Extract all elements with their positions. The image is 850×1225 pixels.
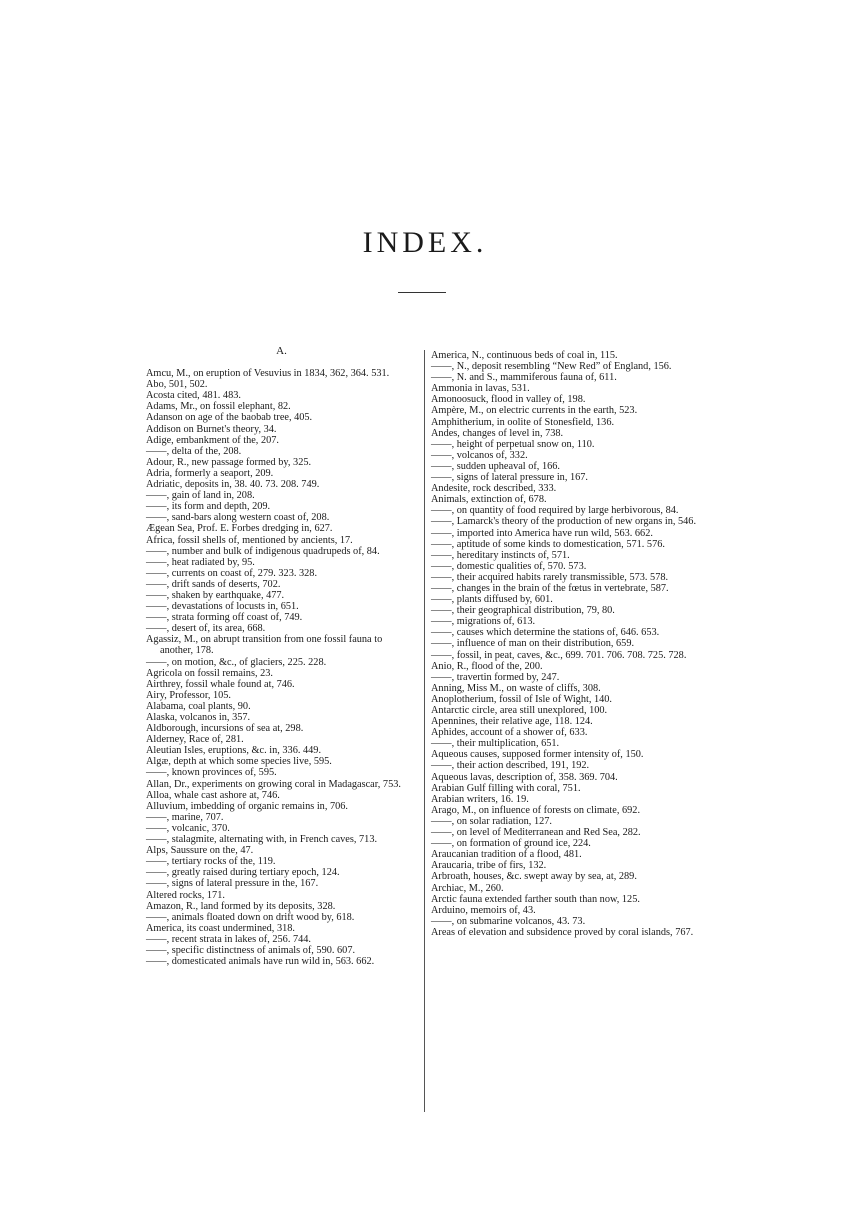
index-entry: ——, marine, 707. (146, 811, 224, 823)
index-entry: Anning, Miss M., on waste of cliffs, 308. (431, 682, 601, 694)
index-entry: ——, N., deposit resembling “New Red” of England, 156. (431, 361, 672, 373)
index-entry: Alaska, volcanos in, 357. (146, 712, 251, 723)
index-entry: Arago, M., on influence of forests on climate, 692. (431, 804, 641, 816)
index-entry: Antarctic circle, area still unexplored, 100. (431, 705, 608, 716)
index-entry: ——, strata forming off coast of, 749. (146, 612, 303, 624)
index-entry: ——, drift sands of deserts, 702. (146, 578, 281, 590)
index-entry: Agassiz, M., on abrupt transition from one fossil fauna to another, 178. (146, 634, 383, 657)
index-entry: Alloa, whale cast ashore at, 746. (146, 789, 280, 801)
index-entries-right (431, 350, 702, 938)
index-entry: ——, on solar radiation, 127. (431, 815, 552, 827)
index-entry: ——, hereditary instincts of, 571. (431, 549, 570, 561)
index-entry: Arduino, memoirs of, 43. (431, 904, 536, 916)
index-entry: ——, plants diffused by, 601. (431, 594, 553, 606)
index-entry: ——, travertin formed by, 247. (431, 671, 560, 683)
index-entry: ——, N. and S., mammiferous fauna of, 611. (431, 372, 617, 384)
index-entry: ——, signs of lateral pressure in the, 167. (146, 878, 319, 890)
index-entry: Ampère, M., on electric currents in the earth, 523. (431, 405, 638, 417)
index-entry: Adriatic, deposits in, 38. 40. 73. 208. 749. (146, 479, 320, 491)
index-entry: Ægean Sea, Prof. E. Forbes dredging in, 627. (146, 523, 333, 535)
index-entry: ——, on motion, &c., of glaciers, 225. 228. (146, 656, 327, 668)
index-entry: ——, volcanic, 370. (146, 822, 230, 834)
index-entry: Arabian writers, 16. 19. (431, 793, 529, 805)
index-column-left (146, 346, 417, 967)
index-entry: Africa, fossil shells of, mentioned by ancients, 17. (146, 534, 353, 546)
index-entry: Amazon, R., land formed by its deposits, 328. (146, 900, 336, 912)
index-entry: ——, height of perpetual snow on, 110. (431, 438, 595, 450)
index-entry: ——, fossil, in peat, caves, &c., 699. 701. 706. 708. 725. 728. (431, 649, 687, 661)
index-entry: ——, currents on coast of, 279. 323. 328. (146, 567, 318, 579)
index-entry: Amphitherium, in oolite of Stonesfield, 136. (431, 416, 615, 428)
index-entry: ——, stalagmite, alternating with, in French caves, 713. (146, 834, 378, 846)
index-entry: Alabama, coal plants, 90. (146, 700, 251, 712)
index-entry: ——, gain of land in, 208. (146, 490, 255, 502)
index-entry: ——, known provinces of, 595. (146, 767, 277, 779)
index-entry: Airy, Professor, 105. (146, 689, 232, 701)
index-entry: ——, on quantity of food required by large herbivorous, 84. (431, 505, 679, 517)
index-entry: ——, greatly raised during tertiary epoch, 124. (146, 867, 340, 879)
index-entry: ——, their action described, 191, 192. (431, 760, 590, 772)
index-entry: Algæ, depth at which some species live, 595. (146, 756, 332, 768)
index-entry: Alps, Saussure on the, 47. (146, 845, 254, 857)
index-entry: Animals, extinction of, 678. (431, 494, 547, 506)
index-entry: Anoplotherium, fossil of Isle of Wight, 140. (431, 693, 613, 705)
index-entry: ——, on submarine volcanos, 43. 73. (431, 915, 586, 927)
index-entry: ——, sudden upheaval of, 166. (431, 460, 560, 472)
index-entry: Alderney, Race of, 281. (146, 734, 244, 746)
index-entry: ——, influence of man on their distribution, 659. (431, 638, 635, 650)
index-entry: Aqueous causes, supposed former intensity of, 150. (431, 749, 644, 761)
index-entry: ——, their acquired habits rarely transmissible, 573. 578. (431, 571, 669, 583)
index-entry: Adria, formerly a seaport, 209. (146, 467, 274, 479)
index-entry: ——, domesticated animals have run wild in, 563. 662. (146, 956, 375, 968)
index-entry: Ammonia in lavas, 531. (431, 383, 530, 395)
index-entry: Aldborough, incursions of sea at, 298. (146, 723, 304, 735)
index-entry: Adige, embankment of the, 207. (146, 434, 279, 446)
index-entry: America, N., continuous beds of coal in, 115. (431, 350, 618, 361)
title-rule (398, 292, 446, 293)
index-entry: ——, causes which determine the stations of, 646. 653. (431, 627, 660, 639)
index-entry: ——, volcanos of, 332. (431, 449, 528, 461)
index-entry: America, its coast undermined, 318. (146, 922, 295, 934)
index-entry: Amcu, M., on eruption of Vesuvius in 1834, 362, 364. 531. (146, 368, 390, 380)
index-entry: ——, imported into America have run wild, 563. 662. (431, 527, 653, 539)
index-entry: Arabian Gulf filling with coral, 751. (431, 782, 581, 794)
index-entry: Araucanian tradition of a flood, 481. (431, 849, 582, 861)
index-entry: ——, shaken by earthquake, 477. (146, 589, 285, 601)
index-entry: Archiac, M., 260. (431, 882, 504, 894)
index-entry: Airthrey, fossil whale found at, 746. (146, 678, 295, 690)
index-entry: Acosta cited, 481. 483. (146, 390, 241, 402)
index-entry: Adanson on age of the baobab tree, 405. (146, 412, 313, 424)
index-entry: Addison on Burnet's theory, 34. (146, 423, 277, 435)
index-entry: Aleutian Isles, eruptions, &c. in, 336. 449. (146, 745, 322, 757)
index-entries-left (146, 368, 417, 967)
index-entry: ——, devastations of locusts in, 651. (146, 601, 299, 613)
index-entry: Amonoosuck, flood in valley of, 198. (431, 394, 586, 406)
index-entry: ——, its form and depth, 209. (146, 501, 271, 513)
index-entry: Andes, changes of level in, 738. (431, 427, 564, 439)
index-column-right (431, 350, 702, 938)
page-title: INDEX. (362, 226, 488, 259)
index-entry: ——, animals floated down on drift wood by, 618. (146, 911, 355, 923)
index-entry: ——, sand-bars along western coast of, 208. (146, 512, 330, 524)
index-entry: ——, desert of, its area, 668. (146, 623, 266, 635)
index-entry: Araucaria, tribe of firs, 132. (431, 860, 547, 872)
index-entry: Apennines, their relative age, 118. 124. (431, 716, 593, 728)
index-entry: ——, heat radiated by, 95. (146, 556, 255, 568)
index-entry: ——, on level of Mediterranean and Red Sea, 282. (431, 827, 641, 839)
index-entry: Areas of elevation and subsidence proved by coral islands, 767. (431, 926, 694, 938)
index-entry: ——, domestic qualities of, 570. 573. (431, 560, 587, 572)
index-entry: Aqueous lavas, description of, 358. 369. 704. (431, 771, 618, 783)
index-entry: ——, number and bulk of indigenous quadrupeds of, 84. (146, 545, 380, 557)
index-entry: Allan, Dr., experiments on growing coral in Madagascar, 753. (146, 778, 401, 790)
index-entry: Alluvium, imbedding of organic remains in, 706. (146, 800, 349, 812)
index-entry: ——, delta of the, 208. (146, 445, 242, 457)
index-entry: Aphides, account of a shower of, 633. (431, 727, 588, 739)
index-entry: ——, on formation of ground ice, 224. (431, 838, 591, 850)
index-entry: ——, signs of lateral pressure in, 167. (431, 472, 588, 484)
index-entry: Altered rocks, 171. (146, 889, 225, 901)
index-entry: ——, changes in the brain of the fœtus in vertebrate, 587. (431, 582, 669, 594)
section-letter: A. (276, 345, 287, 357)
index-entry: ——, their geographical distribution, 79, 80. (431, 605, 615, 617)
index-entry: Adams, Mr., on fossil elephant, 82. (146, 401, 291, 413)
index-entry: Agricola on fossil remains, 23. (146, 667, 273, 679)
index-entry: ——, Lamarck's theory of the production of new organs in, 546. (431, 516, 697, 528)
index-entry: ——, tertiary rocks of the, 119. (146, 856, 276, 868)
index-entry: Abo, 501, 502. (146, 379, 208, 391)
index-entry: ——, specific distinctness of animals of, 590. 607. (146, 944, 356, 956)
index-entry: Arctic fauna extended farther south than now, 125. (431, 893, 640, 905)
index-entry: ——, aptitude of some kinds to domestication, 571. 576. (431, 538, 665, 550)
index-entry: ——, migrations of, 613. (431, 616, 536, 628)
index-entry: Adour, R., new passage formed by, 325. (146, 456, 312, 468)
column-divider (424, 350, 425, 1112)
index-entry: Anio, R., flood of the, 200. (431, 660, 543, 672)
index-entry: Andesite, rock described, 333. (431, 483, 557, 495)
index-entry: Arbroath, houses, &c. swept away by sea, at, 289. (431, 871, 637, 883)
index-entry: ——, their multiplication, 651. (431, 738, 560, 750)
index-entry: ——, recent strata in lakes of, 256. 744. (146, 933, 311, 945)
